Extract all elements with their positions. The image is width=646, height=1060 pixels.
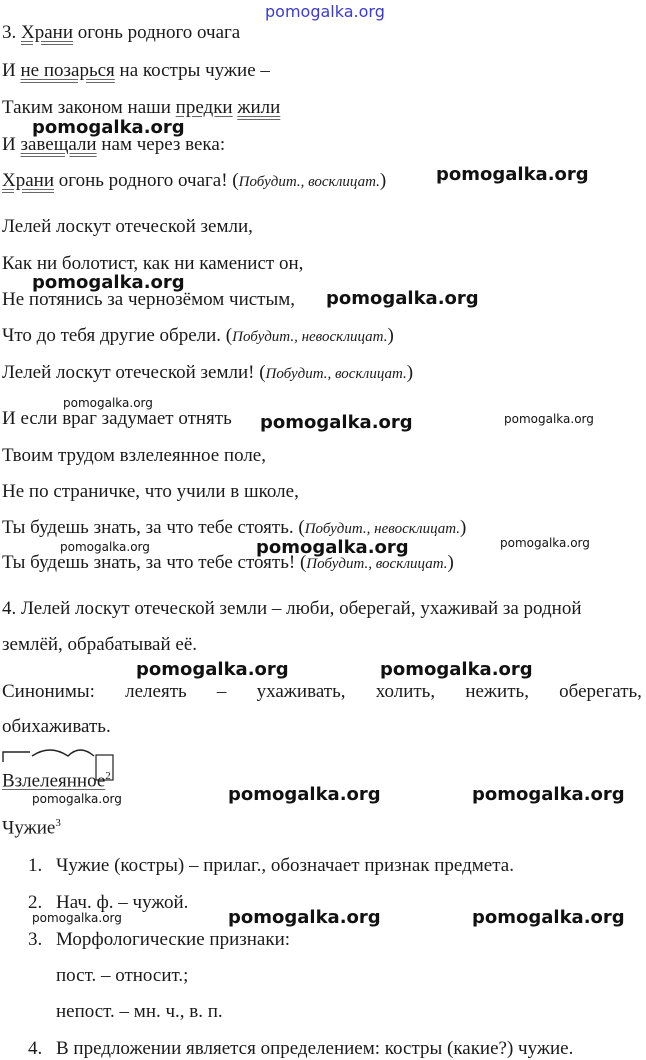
synonym: холить, bbox=[375, 681, 436, 702]
item-text: Чужие (костры) – прилаг., обозначает признак предмета. bbox=[56, 855, 514, 876]
watermark: pomogalka.org bbox=[472, 784, 625, 805]
sentence-type-note: Побудит., восклицат. bbox=[265, 366, 407, 382]
sentence-type-note: Побудит., восклицат. bbox=[238, 174, 380, 190]
text: Таким законом наши bbox=[2, 97, 176, 118]
task-number: 3. bbox=[2, 22, 17, 43]
poem-line-8: Не потянись за чернозёмом чистым, bbox=[2, 289, 296, 310]
poem-line-7: Как ни болотист, как ни каменист он, bbox=[2, 253, 304, 274]
text: ) bbox=[460, 517, 467, 538]
sentence-type-note: Побудит., невосклицат. bbox=[304, 521, 461, 537]
poem-line-10 bbox=[2, 362, 413, 385]
poem-line-9 bbox=[2, 325, 394, 348]
watermark: pomogalka.org bbox=[63, 396, 153, 410]
synonym: лелеять bbox=[125, 681, 187, 702]
watermark: pomogalka.org bbox=[32, 117, 185, 138]
text: ) bbox=[406, 362, 414, 383]
subject-word: предки bbox=[175, 97, 233, 118]
text: огонь родного очага! ( bbox=[54, 170, 239, 191]
text: Ты будешь знать, за что тебе стоять. ( bbox=[2, 517, 305, 538]
poem-line-3 bbox=[2, 97, 280, 119]
morph-word bbox=[2, 765, 111, 792]
predicate-word: Храни bbox=[21, 22, 73, 43]
watermark: pomogalka.org bbox=[136, 659, 289, 680]
synonyms-line bbox=[2, 681, 642, 703]
watermark: pomogalka.org bbox=[380, 659, 533, 680]
predicate-word: Храни bbox=[2, 170, 54, 191]
predicate-word: завещали bbox=[20, 134, 97, 155]
watermark: pomogalka.org bbox=[32, 272, 185, 293]
analysis-item-4 bbox=[28, 1038, 573, 1060]
dash: – bbox=[216, 681, 227, 702]
analysis-item-1 bbox=[28, 855, 514, 877]
text: Лелей лоскут отеческой земли! ( bbox=[2, 362, 266, 383]
predicate-word: жили bbox=[237, 97, 281, 118]
watermark: pomogalka.org bbox=[326, 288, 479, 309]
item-number: 4. bbox=[28, 1038, 43, 1059]
text: И bbox=[2, 134, 21, 155]
sentence-type-note: Побудит., невосклицат. bbox=[232, 329, 388, 345]
watermark: pomogalka.org bbox=[228, 784, 381, 805]
analysis-word bbox=[2, 812, 61, 839]
item-text: Нач. ф. – чужой. bbox=[56, 892, 189, 913]
poem-line-13: Не по страничке, что учили в школе, bbox=[2, 481, 299, 502]
item-text: Морфологические признаки: bbox=[56, 929, 291, 950]
poem-line-5 bbox=[2, 170, 386, 193]
item-text: В предложении является определением: костры (какие?) чужие. bbox=[56, 1038, 574, 1059]
predicate-word: не позарься bbox=[20, 60, 115, 81]
watermark: pomogalka.org bbox=[500, 536, 590, 550]
poem-line-1 bbox=[2, 22, 240, 44]
text: ) bbox=[379, 170, 387, 191]
text: И bbox=[2, 60, 21, 81]
superscript: 2 bbox=[105, 770, 111, 782]
item-number: 3. bbox=[28, 929, 43, 950]
superscript: 3 bbox=[55, 817, 61, 829]
watermark: pomogalka.org bbox=[60, 540, 150, 554]
text: Ты будешь знать, за что тебе стоять! ( bbox=[2, 552, 307, 573]
poem-line-2 bbox=[2, 60, 270, 82]
watermark: pomogalka.org bbox=[472, 907, 625, 928]
watermark: pomogalka.org bbox=[260, 412, 413, 433]
synonym: ухаживать, bbox=[256, 681, 346, 702]
watermark: pomogalka.org bbox=[228, 907, 381, 928]
constant-features: пост. – относит.; bbox=[56, 965, 189, 986]
synonym: нежить, bbox=[465, 681, 529, 702]
poem-line-12: Твоим трудом взлелеянное поле, bbox=[2, 445, 266, 466]
poem-line-11: И если враг задумает отнять bbox=[2, 408, 232, 429]
watermark: pomogalka.org bbox=[256, 537, 409, 558]
watermark-top: pomogalka.org bbox=[265, 2, 385, 21]
root-arc-mark bbox=[32, 750, 94, 756]
text: на костры чужие – bbox=[114, 60, 270, 81]
sentence-type-note: Побудит., восклицат. bbox=[306, 556, 448, 572]
text: ) bbox=[447, 552, 454, 573]
text: нам через века: bbox=[96, 134, 226, 155]
prefix-mark bbox=[3, 752, 30, 762]
watermark: pomogalka.org bbox=[32, 792, 122, 806]
synonym: оберегать, bbox=[559, 681, 642, 702]
item-number: 1. bbox=[28, 855, 43, 876]
task4-line-1: 4. Лелей лоскут отеческой земли – люби, оберегай, ухаживай за родной bbox=[2, 598, 582, 619]
text: огонь родного очага bbox=[73, 22, 241, 43]
task4-line-2: землёй, обрабатывай её. bbox=[2, 634, 198, 655]
nonconstant-features: непост. – мн. ч., в. п. bbox=[56, 1001, 223, 1022]
watermark: pomogalka.org bbox=[504, 412, 594, 426]
parsed-word: Взлелеянное bbox=[2, 770, 106, 792]
watermark: pomogalka.org bbox=[436, 164, 589, 185]
synonyms-line-2: обихаживать. bbox=[2, 716, 111, 737]
text: ) bbox=[387, 325, 394, 346]
watermark: pomogalka.org bbox=[32, 911, 122, 925]
item-number: 2. bbox=[28, 892, 43, 913]
analyzed-word: Чужие bbox=[2, 817, 56, 839]
poem-line-6: Лелей лоскут отеческой земли, bbox=[2, 216, 253, 237]
synonyms-label: Синонимы: bbox=[2, 681, 95, 702]
text: Что до тебя другие обрели. ( bbox=[2, 325, 233, 346]
analysis-item-3 bbox=[28, 929, 290, 951]
